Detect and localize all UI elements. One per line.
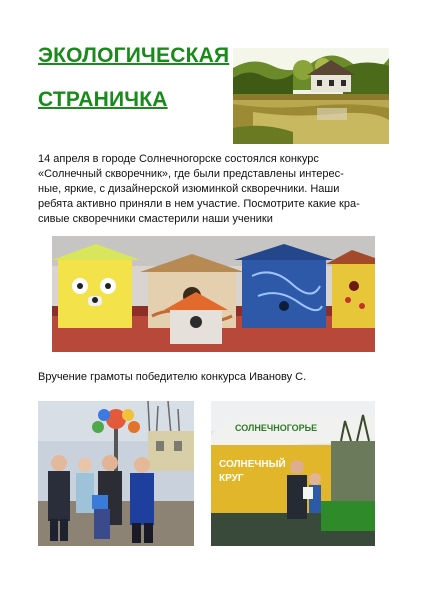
award-ceremony-photo-2 <box>211 401 375 546</box>
banner-text-circle: КРУГ <box>219 473 244 484</box>
page-title-line-1: ЭКОЛОГИЧЕСКАЯ <box>38 44 230 67</box>
banner-text-top: СОЛНЕЧНОГОРЬЕ <box>235 423 318 433</box>
article-line: 14 апреля в городе Солнечногорске состоялся конкурс <box>38 153 319 165</box>
banner-text-sun: СОЛНЕЧНЫЙ <box>219 459 286 470</box>
photo-caption: Вручение грамоты победителю конкурса Иванову С. <box>38 371 307 383</box>
article-paragraph <box>38 152 390 227</box>
landscape-illustration <box>233 48 389 144</box>
award-ceremony-photo-1 <box>38 401 194 546</box>
article-line: ребята активно приняли в нем участие. Посмотрите какие кра- <box>38 198 360 210</box>
article-line: сивые скворечники смастерили наши ученики <box>38 213 273 225</box>
article-line: «Солнечный скворечник», где были представлены интерес- <box>38 168 344 180</box>
page-title-line-2: СТРАНИЧКА <box>38 88 168 111</box>
article-line: ные, яркие, с дизайнерской изюминкой скворечники. Наши <box>38 183 340 195</box>
birdhouses-photo <box>52 236 375 352</box>
